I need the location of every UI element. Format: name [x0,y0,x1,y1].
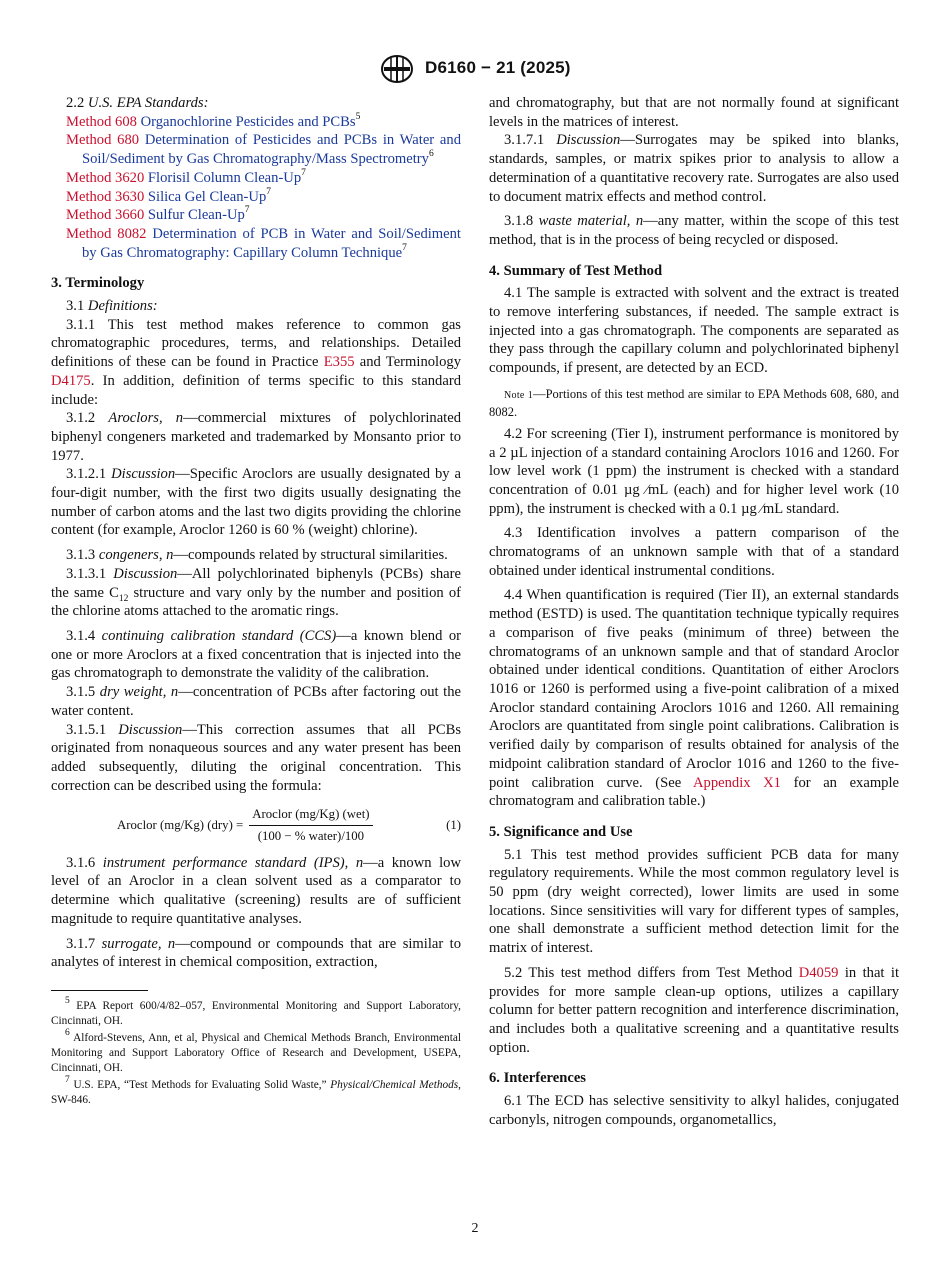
method-item: Method 680 Determination of Pesticides and PCBs in Water and Soil/Sediment by Gas Chromatography/Mass Spectrometry$^6$ [66,132,461,168]
section-3-1-5-1: 3.1.5.1 Discussion—This correction assumes that all PCBs originated from nonaqueous sources and any water present has been added subsequently, diluting the original concentration. This correction can be described using the formula: [51,721,461,794]
method-item: Method 3620 Florisil Column Clean-Up$^7$ [66,167,306,186]
method-ref-link[interactable]: Method 680 [66,132,140,149]
epa-method-list [51,113,461,263]
method-title-link[interactable]: Florisil Column Clean-Up [147,169,302,186]
continued-text: and chromatography, but that are not normally found at significant levels in the matrices of interest. [489,95,899,130]
dry-weight-formula [51,805,461,845]
method-ref-link[interactable]: Method 3630 [66,188,145,205]
section-3-1-3: 3.1.3 congeners, n—compounds related by structural similarities. [66,547,448,564]
section-3-1-6: 3.1.6 instrument performance standard (IPS), n—a known low level of an Aroclor in a clean solvent used as a comparator to determine which qualitative (screening) results are of sufficient magnitude to require quantitative analyses. [51,854,461,927]
formula-numerator: Aroclor (mg/Kg) (wet) [249,805,372,826]
method-ref-link[interactable]: Method 3620 [66,169,145,186]
method-title-link[interactable]: Determination of Pesticides and PCBs in Water and Soil/Sediment by Gas Chromatography/Mass Spectrometry [82,132,461,168]
ref-link-e355[interactable]: E355 [323,354,355,371]
left-column [51,94,461,1110]
page-header [0,54,950,88]
page-number: 2 [471,1221,479,1236]
section-3-1-7: 3.1.7 surrogate, n—compound or compounds that are similar to analytes of interest in chemical composition, extraction, [51,935,462,971]
formula-lhs: Aroclor (mg/Kg) (dry) = [117,818,244,833]
section-3-1: 3.1 Definitions: [66,298,158,315]
section-3-1-2: 3.1.2 Aroclors, n—commercial mixtures of polychlorinated biphenyl congeners marketed and trademarked by Monsanto prior to 1977. [51,410,461,464]
equation-number: (1) [446,818,461,833]
formula-denominator: (100 − % water)/100 [257,829,365,844]
method-ref-link[interactable]: Method 8082 [66,225,147,242]
section-4-4: 4.4 When quantification is required (Tier II), an external standards method (ESTD) is used. The quantitation technique typically requires a comparison of five peaks (minimum of three) between the chromatograms of an unknown sample and that of standard Aroclor obtained under identical conditions. Quantitation of either Aroclors 1016 or 1260 is performed using a five-point calibration of a mixed Aroclor standard containing Aroclors 1016 and 1260. All remaining Aroclors are quantitated from single point calibrations. Calibration is verified daily by comparison of results obtained for analysis of the midpoint calibration standard of Aroclor 1016 and 1260 to the five-point calibration curve. (See Appendix X1 for an example chromatogram and calibration table.) [489,587,900,810]
note-1: Note 1—Portions of this test method are similar to EPA Methods 608, 680, and 8082. [489,386,899,419]
section-3-1-1: 3.1.1 This test method makes reference to common gas chromatographic procedures, terms, and relationships. Detailed definitions of these can be found in Practice E355 and Terminology D4175. In addition, definition of terms specific to this standard include: [51,316,461,408]
section-5-2: 5.2 This test method differs from Test Method D4059 in that it provides for more sample clean-up options, utilizes a capillary column for better pattern recognition and interference discrimination, and includes both a qualitative screening and a quantitative results option. [489,964,899,1056]
footnote: $^5$ EPA Report 600/4/82–057, Environmental Monitoring and Support Laboratory, Cincinnati, OH. [51,996,462,1027]
section-3-1-4: 3.1.4 continuing calibration standard (CCS)—a known blend or one or more Aroclors at a fixed concentration that is injected into the gas chromatograph to demonstrate the validity of the calibration. [51,627,462,682]
section-3-1-5: 3.1.5 dry weight, n—concentration of PCBs after factoring out the water content. [51,684,461,719]
ref-link-d4059[interactable]: D4059 [798,964,839,981]
section-3-1-3-1: 3.1.3.1 Discussion—All polychlorinated biphenyls (PCBs) share the same $C_{12}$ structure and vary only by the number and position of the chlorine atoms attached to the aromatic rings. [51,565,461,620]
method-title-link[interactable]: Silica Gel Clean-Up [147,188,267,205]
method-item: Method 3660 Sulfur Clean-Up$^7$ [66,205,250,224]
footnote-divider [51,990,148,991]
right-column [489,94,899,1129]
footnote: $^7$ U.S. EPA, “Test Methods for Evaluating Solid Waste,” Physical/Chemical Methods, SW-846. [51,1075,461,1106]
section-2-2: 2.2 U.S. EPA Standards: [66,95,209,111]
ref-link-appendix-x1[interactable]: Appendix X1 [692,774,781,791]
astm-logo-icon [380,54,414,84]
method-title-link[interactable]: Determination of PCB in Water and Soil/Sediment by Gas Chromatography: Capillary Column Technique [82,225,461,261]
section-5-heading: 5. Significance and Use [489,823,633,840]
section-6-heading: 6. Interferences [489,1070,586,1087]
section-5-1: 5.1 This test method provides sufficient PCB data for many regulatory requirements. While the most common regulatory level is 50 ppm (dry weight corrected), lower limits are used in some locations. Since sensitivities will vary for different types of samples, one shall demonstrate a sufficient method detection limit for the matrix of interest. [489,846,899,957]
section-3-1-2-1: 3.1.2.1 Discussion—Specific Aroclors are usually designated by a four-digit number, with the first two digits usually designating the number of carbon atoms and the last two digits providing the chlorine content (for example, Aroclor 1260 is 60 % (weight) chlorine). [51,466,461,539]
method-item: Method 608 Organochlorine Pesticides and PCBs$^5$ [66,111,361,130]
standard-designation: D6160 − 21 (2025) [425,58,571,77]
ref-link-d4175[interactable]: D4175 [51,372,91,389]
footnote: $^6$ Alford-Stevens, Ann, et al, Physical and Chemical Methods Branch, Environmental Monitoring and Support Laboratory Office of Research and Development, USEPA, Cincinnati, OH. [51,1028,462,1074]
section-3-heading: 3. Terminology [51,275,145,292]
method-ref-link[interactable]: Method 608 [66,113,137,130]
method-item: Method 3630 Silica Gel Clean-Up$^7$ [66,186,271,205]
section-4-3: 4.3 Identification involves a pattern comparison of the chromatograms of an unknown sample with that of a standard obtained under identical instrumental conditions. [489,525,899,579]
method-ref-link[interactable]: Method 3660 [66,207,145,224]
formula-fraction [249,805,372,845]
section-4-heading: 4. Summary of Test Method [489,262,663,279]
method-title-link[interactable]: Sulfur Clean-Up [147,207,245,224]
section-3-1-7-1: 3.1.7.1 Discussion—Surrogates may be spiked into blanks, standards, samples, or matrix spikes prior to analysis to allow a determination of a quantitative recovery rate. Surrogates are also used to document matrix effects and method control. [489,132,899,205]
method-title-link[interactable]: Organochlorine Pesticides and PCBs [140,113,356,130]
method-item: Method 8082 Determination of PCB in Water and Soil/Sediment by Gas Chromatography: Capillary Column Technique$^7$ [66,225,461,261]
section-4-2: 4.2 For screening (Tier I), instrument performance is monitored by a 2 µL injection of a standard containing Aroclors 1016 and 1260. For low level work (1 ppm) the instrument is checked with a standard concentration of 0.01 µg ⁄mL (each) and for higher level work (10 ppm), the instrument is checked with a 0.1 µg ⁄mL standard. [489,425,899,517]
section-4-1: 4.1 The sample is extracted with solvent and the extract is treated to remove interfering substances, if needed. The sample extract is injected into a gas chromatograph. The components are separated as they pass through the capillary column and polychlorinated biphenyl compounds, if present, are detected by an ECD. [489,285,899,377]
section-6-1: 6.1 The ECD has selective sensitivity to alkyl halides, conjugated carbonyls, nitrogen compounds, organometallics, [489,1093,899,1128]
section-3-1-8: 3.1.8 waste material, n—any matter, within the scope of this test method, that is in the process of being recycled or disposed. [489,213,899,248]
